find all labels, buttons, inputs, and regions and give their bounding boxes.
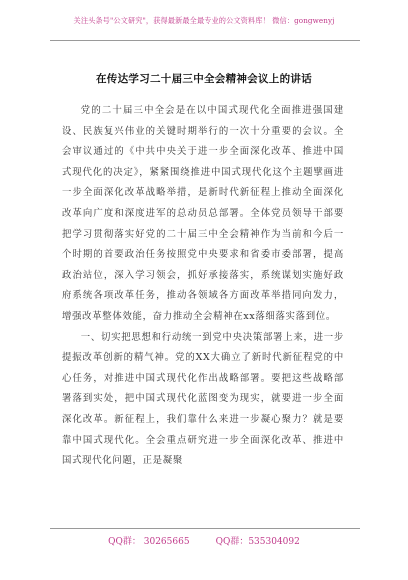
document-title: 在传达学习二十届三中全会精神会议上的讲话 [96, 73, 312, 85]
footer-contacts [0, 534, 408, 547]
header-banner: 关注头条号"公文研究"，获得最新最全最专业的公文资料库！ 微信：gongwenyj [73, 16, 335, 25]
footer-qq-group-2: QQ群：535304092 [215, 537, 300, 547]
footer-divider [50, 528, 360, 529]
footer-qq-group-1: QQ群： 30265665 [108, 537, 190, 547]
header-divider [50, 40, 360, 41]
body-paragraph: 党的二十届三中全会是在以中国式现代化全面推进强国建设、民族复兴伟业的关键时期举行的一次十分重要的会议。全会审议通过的《中共中央关于进一步全面深化改革、推进中国式现代化的决定》，紧紧围绕推进中国式现代化这个主题擘画进一步全面深化改革战略举措，是新时代新征程上推动全面深化改革向广度和深度进军的总动员总部署。全体党员领导干部要把学习贯彻落实好党的二十届三中全会精神作为当前和今后一个时期的首要政治任务按照党中央要求和省委市委部署，提高政治站位，深入学习领会，抓好承接落实，系统谋划实施好政府系统各项改革任务，推动各领域各方面改革举措同向发力，增强改革整体效能，奋力推动全会精神在xx落细落实落到位。 [62, 105, 344, 322]
document-body [62, 101, 344, 472]
body-paragraph: 一、切实把思想和行动统一到党中央决策部署上来，进一步提振改革创新的精气神。党的XX大确立了新时代新征程党的中心任务，对推进中国式现代化作出战略部署。要把这些战略部署落到实处，把中国式现代化蓝图变为现实，就要进一步全面深化改革。新征程上，我们靠什么来进一步凝心聚力？就是要靠中国式现代化。全会重点研究进一步全面深化改革、推进中国式现代化问题，正是凝聚 [62, 331, 344, 467]
